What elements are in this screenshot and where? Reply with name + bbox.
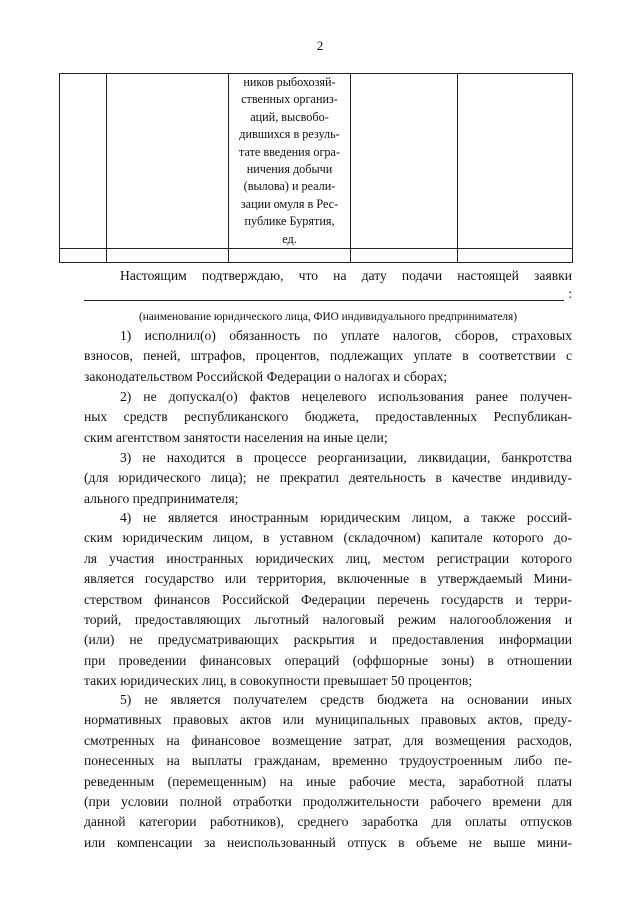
item-line: нормативных правовых актов или муниципальных правовых актов, преду- (84, 712, 572, 728)
table-cell-1 (60, 74, 107, 249)
cell-text-line: дившихся в резуль- (239, 127, 340, 142)
item-line: 4) не является иностранным юридическим лицом, а также россий- (120, 510, 572, 525)
table-cell-5 (458, 74, 573, 249)
item-line: реведенным (перемещенным) на иные рабочие места, заработной платы (84, 773, 572, 789)
item-line: 5) не является получателем средств бюджета на основании иных (120, 692, 572, 707)
item-line: (при условии полной отработки продолжительности рабочего времени для (84, 794, 572, 810)
item-4 (84, 508, 572, 692)
table-row (60, 74, 573, 249)
item-line: стерством финансов Российской Федерации перечень государств и терри- (84, 591, 572, 607)
item-line: ального предпринимателя; (84, 490, 239, 506)
blank-colon: : (568, 286, 572, 301)
table-cell (107, 249, 229, 263)
page-number: 2 (316, 38, 324, 53)
table-cell (60, 249, 107, 263)
table-row (60, 249, 573, 263)
cell-text-line: ничения добычи (246, 162, 333, 177)
item-line: понесенных на выплаты гражданам, временно трудоустроенным либо пе- (84, 753, 572, 769)
item-line: или компенсации за неиспользованный отпуск в объеме не выше мини- (84, 834, 572, 850)
item-line: является государство или территория, включенные в утверждаемый Мини- (84, 571, 572, 587)
item-line: взносов, пеней, штрафов, процентов, подлежащих уплате в соответствии с (84, 348, 572, 364)
cell-text-line: ников рыбохозяй- (243, 75, 336, 89)
blank-underline (84, 300, 564, 301)
item-line: (для юридического лица); не прекратил деятельность в качестве индивиду- (84, 470, 572, 486)
intro-paragraph (84, 266, 572, 286)
item-line: ским агентством занятости населения на иные цели; (84, 429, 388, 445)
item-1 (84, 326, 572, 387)
item-line: торий, предоставляющих льготный налоговый режим налогообложения и (84, 612, 572, 628)
cell-text-line: публике Бурятия, (244, 214, 335, 229)
cell-text-line: тате введения огра- (239, 144, 340, 159)
cell-text-line: аций, высвобо- (250, 109, 329, 124)
item-line: данной категории работников), среднего заработка для оплаты отпусков (84, 814, 572, 830)
item-line: таких юридических лиц, в совокупности превышает 50 процентов; (84, 673, 473, 689)
intro-line: Настоящим подтверждаю, что на дату подачи настоящей заявки (120, 268, 572, 283)
item-line: 3) не находится в процессе реорганизации, ликвидации, банкротства (120, 450, 572, 465)
cell-text-line: ед. (282, 231, 297, 246)
table-cell (229, 249, 351, 263)
table-cell-2 (107, 74, 229, 249)
cell-text-line: (вылова) и реали- (243, 179, 336, 194)
item-line: ных средств республиканского бюджета, предоставленных Республикан- (84, 409, 572, 425)
continuation-table (59, 73, 573, 263)
item-3 (84, 448, 572, 509)
item-5 (84, 690, 572, 853)
table-cell-indicator (229, 74, 351, 249)
item-line: 1) исполнил(о) обязанность по уплате налогов, сборов, страховых (120, 328, 572, 343)
item-line: ля участия иностранных юридических лиц, местом регистрации которого (84, 550, 572, 566)
cell-text-line: зации омуля в Рес- (240, 196, 339, 211)
item-line: 2) не допускал(о) фактов нецелевого использования ранее получен- (120, 389, 572, 404)
item-line: смотренных на финансовое возмещение затрат, для возмещения расходов, (84, 732, 572, 748)
item-line: при проведении финансовых операций (оффшорные зоны) в отношении (84, 652, 572, 668)
table-cell-4 (351, 74, 458, 249)
table-cell (351, 249, 458, 263)
item-line: (или) не предусматривающих раскрытия и предоставления информации (84, 632, 572, 648)
item-line: ским юридическим лицом, в уставном (складочном) капитале которого до- (84, 530, 572, 546)
cell-text-line: ственных организ- (241, 92, 338, 107)
table-cell (458, 249, 573, 263)
entity-name-blank (84, 286, 572, 306)
entity-name-caption: (наименование юридического лица, ФИО индивидуального предпринимателя) (138, 311, 518, 323)
item-2 (84, 387, 572, 448)
item-line: законодательством Российской Федерации о налогах и сборах; (84, 368, 448, 384)
